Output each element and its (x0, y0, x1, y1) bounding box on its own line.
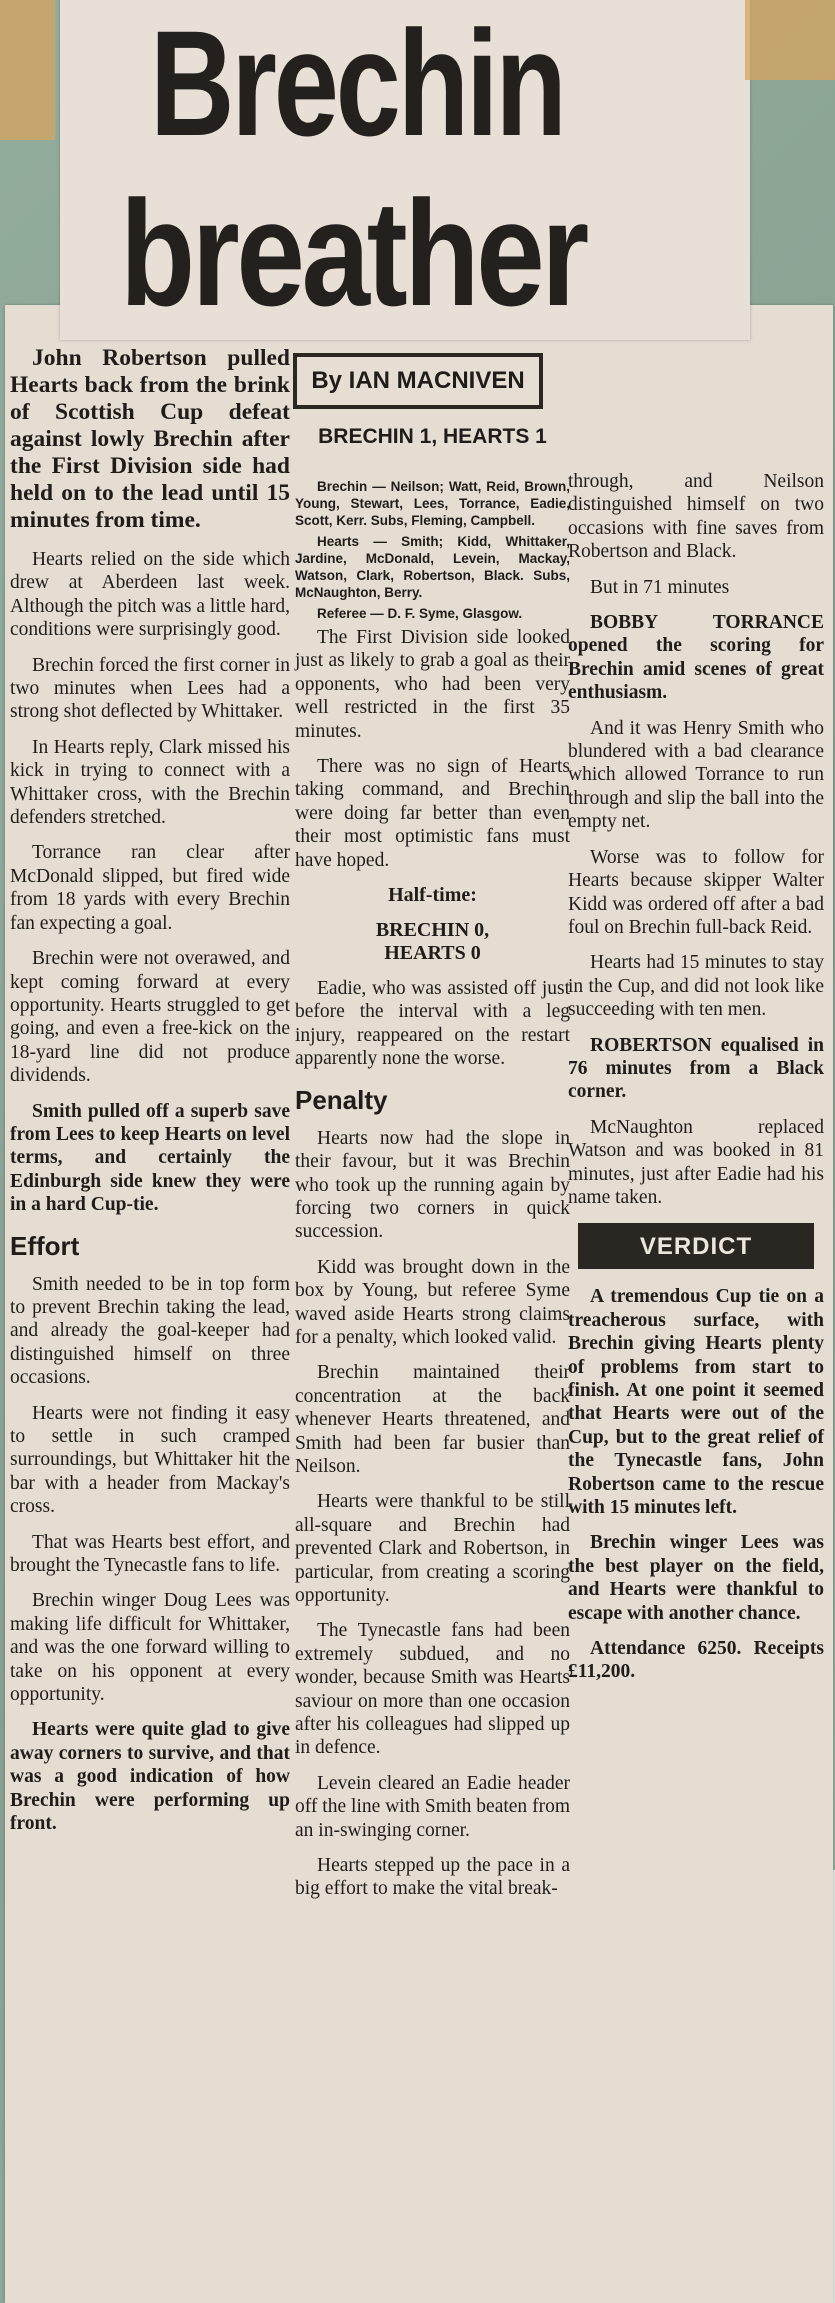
col3-paras (568, 470, 824, 1209)
score-line: BRECHIN 1, HEARTS 1 (318, 425, 547, 448)
paragraph: Torrance ran clear after McDonald slipped, but fired wide from 18 yards with every Brechin fan expecting a goal. (10, 842, 290, 934)
paragraph: Hearts stepped up the pace in a big effort to make the vital break- (295, 1855, 570, 1900)
paragraph: But in 71 minutes (590, 576, 730, 598)
paragraph: Hearts — Smith; Kidd, Whittaker, Jardine, McDonald, Levein, Mackay, Watson, Clark, Robertson, Black. Subs, McNaughton, Berry. (295, 534, 570, 600)
paragraph: In Hearts reply, Clark missed his kick in trying to connect with a Whittaker cross, with the Brechin defenders stretched. (10, 736, 290, 829)
col2-paras (295, 478, 570, 872)
paragraph: Smith needed to be in top form to prevent Brechin taking the lead, and already the goal-keeper had distinguished himself on three occasions. (10, 1273, 290, 1389)
verdict-banner: VERDICT (578, 1223, 814, 1269)
paragraph: Brechin maintained their concentration at the back whenever Hearts threatened, and Smith had been far busier than Neilson. (295, 1362, 570, 1477)
tape-left (0, 0, 55, 140)
headline-line-2: breather (120, 169, 586, 337)
paragraph: ROBERTSON equalised in 76 minutes from a Black corner. (568, 1034, 824, 1103)
paragraph: Brechin winger Lees was the best player on the field, and Hearts were thankful to escape with another chance. (568, 1532, 824, 1624)
paragraph: A tremendous Cup tie on a treacherous surface, with Brechin giving Hearts plenty of problems from start to finish. At one point it seemed that Hearts were out of the Cup, but to the great relief of the Tynecastle fans, John Robertson came to the rescue with 15 minutes left. (568, 1286, 824, 1519)
halftime-score-2: HEARTS 0 (384, 942, 481, 965)
column-2 (295, 478, 570, 1913)
paragraph: Brechin were not overawed, and kept coming forward at every opportunity. Hearts struggled to get going, and even a free-kick on the 18-yard line did not produce dividends. (10, 948, 290, 1087)
paragraph: Referee — D. F. Syme, Glasgow. (317, 606, 523, 621)
verdict-paras (568, 1285, 824, 1684)
headline-line-1: Brechin (150, 0, 564, 167)
paragraph: Hearts were quite glad to give away corners to survive, and that was a good indication of how Brechin were performing up front. (10, 1719, 290, 1835)
byline-box: By IAN MACNIVEN (293, 353, 543, 409)
paragraph: Brechin winger Doug Lees was making life difficult for Whittaker, and was the one forward willing to take on his opponent at every opportunity. (10, 1590, 290, 1706)
column-1 (10, 345, 290, 1848)
tape-right (745, 0, 835, 80)
paragraph: Hearts now had the slope in their favour, but it was Brechin who took up the running again by forcing two corners in quick succession. (295, 1127, 570, 1243)
paragraph: Hearts had 15 minutes to stay in the Cup, and did not look like succeeding with ten men. (568, 952, 824, 1021)
col1-paras (10, 345, 290, 1217)
paragraph: through, and Neilson distinguished himself on two occasions with fine saves from Robertson and Black. (568, 471, 824, 563)
paragraph: Levein cleared an Eadie header off the line with Smith beaten from an in-swinging corner. (295, 1772, 570, 1841)
halftime-label: Half-time: (388, 884, 477, 907)
subheading-penalty: Penalty (295, 1084, 388, 1115)
paragraph: That was Hearts best effort, and brought the Tynecastle fans to life. (10, 1531, 290, 1577)
paragraph: Brechin — Neilson; Watt, Reid, Brown, Young, Stewart, Lees, Torrance, Eadie, Scott, Kerr. Subs, Fleming, Campbell. (295, 479, 570, 528)
paragraph: There was no sign of Hearts taking command, and Brechin were doing far better than even their most optimistic fans must have hoped. (295, 756, 570, 871)
paragraph: John Robertson pulled Hearts back from the brink of Scottish Cup defeat against lowly Brechin after the First Division side had held on to the lead until 15 minutes from time. (10, 345, 290, 533)
paragraph: The Tynecastle fans had been extremely subdued, and no wonder, because Smith was Hearts saviour on more than one occasion after his colleagues had slipped up in defence. (295, 1620, 570, 1759)
col2c-paras (295, 1127, 570, 1901)
halftime-score-1: BRECHIN 0, (375, 919, 490, 942)
paragraph: Hearts were not finding it easy to settle in such cramped surroundings, but Whittaker hit the bar with a header from Mackay's cross. (10, 1402, 290, 1518)
column-3 (568, 470, 824, 1696)
paragraph: Attendance 6250. Receipts £11,200. (568, 1638, 824, 1683)
subheading-effort: Effort (10, 1230, 80, 1261)
paragraph: Smith pulled off a superb save from Lees to keep Hearts on level terms, and certainly the Edinburgh side knew they were in a hard Cup-tie. (10, 1100, 290, 1216)
paragraph: And it was Henry Smith who blundered with a bad clearance which allowed Torrance to run through and slip the ball into the empty net. (568, 717, 824, 833)
paragraph: The First Division side looked just as likely to grab a goal as their opponents, who had been very well restricted in the first 35 minutes. (295, 627, 570, 742)
col1b-paras (10, 1273, 290, 1836)
paragraph: Hearts relied on the side which drew at Aberdeen last week. Although the pitch was a little hard, conditions were surprisingly good. (10, 549, 290, 641)
col2b-paras (295, 977, 570, 1071)
paragraph: Hearts were thankful to be still all-square and Brechin had prevented Clark and Robertson, in particular, from creating a scoring opportunity. (295, 1491, 570, 1606)
paragraph: Brechin forced the first corner in two minutes when Lees had a strong shot deflected by Whittaker. (10, 654, 290, 723)
paragraph: Worse was to follow for Hearts because skipper Walter Kidd was ordered off after a bad foul on Brechin full-back Reid. (568, 846, 824, 938)
paragraph: BOBBY TORRANCE opened the scoring for Brechin amid scenes of great enthusiasm. (568, 612, 824, 704)
paragraph: Eadie, who was assisted off just before the interval with a leg injury, reappeared on the restart apparently none the worse. (295, 978, 570, 1070)
paragraph: McNaughton replaced Watson and was booked in 81 minutes, just after Eadie had his name taken. (568, 1116, 824, 1208)
paragraph: Kidd was brought down in the box by Young, but referee Syme waved aside Hearts strong claims for a penalty, which looked valid. (295, 1256, 570, 1348)
